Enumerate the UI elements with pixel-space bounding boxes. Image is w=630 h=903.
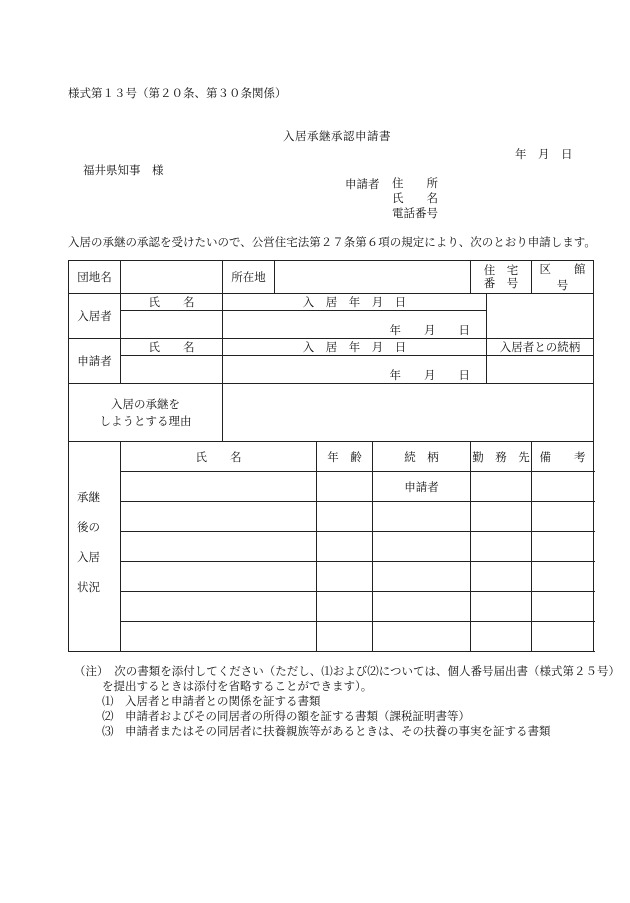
household-relation-cell[interactable] bbox=[373, 562, 471, 592]
applicant-label: 申請者 bbox=[345, 177, 380, 191]
table-row bbox=[69, 472, 594, 502]
house-number-label-line2: 番 号 bbox=[483, 276, 519, 290]
applicant-phone-label: 電話番号 bbox=[392, 206, 438, 220]
household-after-succession-label bbox=[69, 442, 121, 652]
notes-lead: （注） 次の書類を添付してください（ただし、⑴および⑵については、個人番号届出書（様式第２５号） bbox=[74, 664, 621, 678]
side-label-4: 状況 bbox=[77, 580, 100, 594]
relation-to-resident-label: 入居者との続柄 bbox=[487, 339, 594, 356]
household-age-cell[interactable] bbox=[317, 502, 373, 532]
form-number: 様式第１３号（第２０条、第３０条関係） bbox=[68, 86, 287, 100]
household-name-cell[interactable] bbox=[121, 472, 317, 502]
household-relation-cell[interactable] bbox=[373, 592, 471, 622]
table-row bbox=[69, 592, 594, 622]
household-name-cell[interactable] bbox=[121, 592, 317, 622]
relation-to-resident-field[interactable] bbox=[487, 356, 594, 384]
household-name-cell[interactable] bbox=[121, 502, 317, 532]
applicant-move-in-header: 入 居 年 月 日 bbox=[223, 339, 487, 356]
resident-move-in-header: 入 居 年 月 日 bbox=[223, 294, 487, 311]
table-row bbox=[69, 532, 594, 562]
date-line: 年 月 日 bbox=[515, 147, 573, 161]
resident-label: 入居者 bbox=[69, 294, 121, 339]
household-remarks-cell[interactable] bbox=[532, 502, 594, 532]
reason-field[interactable] bbox=[223, 384, 594, 442]
household-relation-cell[interactable] bbox=[373, 622, 471, 652]
household-age-cell[interactable] bbox=[317, 622, 373, 652]
table-row bbox=[69, 502, 594, 532]
household-remarks-cell[interactable] bbox=[532, 472, 594, 502]
household-workplace-cell[interactable] bbox=[471, 472, 532, 502]
household-remarks-cell[interactable] bbox=[532, 532, 594, 562]
household-name-cell[interactable] bbox=[121, 532, 317, 562]
applicant-name-field[interactable] bbox=[121, 356, 223, 384]
household-remarks-cell[interactable] bbox=[532, 592, 594, 622]
applicant-fields bbox=[392, 176, 438, 221]
side-label-2: 後の bbox=[77, 520, 100, 534]
household-workplace-cell[interactable] bbox=[471, 592, 532, 622]
household-workplace-cell[interactable] bbox=[471, 562, 532, 592]
house-number-label-line1: 住 宅 bbox=[483, 263, 519, 277]
complex-name-field[interactable] bbox=[121, 261, 223, 294]
household-relation-cell: 申請者 bbox=[373, 472, 471, 502]
household-age-cell[interactable] bbox=[317, 472, 373, 502]
notes-item-1: ⑴ 入居者と申請者との関係を証する書類 bbox=[102, 694, 321, 708]
household-remarks-cell[interactable] bbox=[532, 622, 594, 652]
household-name-cell[interactable] bbox=[121, 562, 317, 592]
reason-label-line1: 入居の承継を bbox=[111, 396, 180, 411]
reason-label bbox=[69, 384, 223, 442]
col-remarks-header: 備 考 bbox=[532, 442, 594, 472]
col-age-header: 年 齢 bbox=[317, 442, 373, 472]
house-number-label bbox=[471, 261, 532, 294]
location-label: 所在地 bbox=[223, 261, 275, 294]
household-workplace-cell[interactable] bbox=[471, 622, 532, 652]
applicant-row-label: 申請者 bbox=[69, 339, 121, 384]
notes-item-3: ⑶ 申請者またはその同居者に扶養親族等があるときは、その扶養の事実を証する書類 bbox=[102, 724, 551, 738]
addressee: 福井県知事 様 bbox=[83, 163, 164, 177]
applicant-name-header: 氏 名 bbox=[121, 339, 223, 356]
reason-label-line2: しようとする理由 bbox=[99, 413, 192, 428]
intro-text: 入居の承継の承認を受けたいので、公営住宅法第２７条第６項の規定により、次のとおり申請します。 bbox=[68, 235, 596, 249]
col-workplace-header: 勤 務 先 bbox=[471, 442, 532, 472]
household-relation-cell[interactable] bbox=[373, 502, 471, 532]
household-workplace-cell[interactable] bbox=[471, 502, 532, 532]
household-age-cell[interactable] bbox=[317, 532, 373, 562]
complex-name-label: 団地名 bbox=[69, 261, 121, 294]
table-row bbox=[69, 622, 594, 652]
applicant-address-label: 住 所 bbox=[392, 176, 438, 190]
col-relation-header: 続 柄 bbox=[373, 442, 471, 472]
household-relation-cell[interactable] bbox=[373, 532, 471, 562]
household-workplace-cell[interactable] bbox=[471, 532, 532, 562]
applicant-name-label: 氏 名 bbox=[392, 191, 438, 205]
side-label-1: 承継 bbox=[77, 490, 100, 504]
table-row bbox=[69, 562, 594, 592]
household-remarks-cell[interactable] bbox=[532, 562, 594, 592]
applicant-move-in-date[interactable]: 年 月 日 bbox=[223, 356, 487, 384]
household-name-cell[interactable] bbox=[121, 622, 317, 652]
household-age-cell[interactable] bbox=[317, 592, 373, 622]
col-name-header: 氏 名 bbox=[121, 442, 317, 472]
resident-move-in-date[interactable]: 年 月 日 bbox=[223, 311, 487, 339]
document-title: 入居承継承認申請書 bbox=[283, 129, 391, 143]
household-age-cell[interactable] bbox=[317, 562, 373, 592]
ward-building-number-label: 区 館 号 bbox=[532, 261, 594, 294]
side-label-3: 入居 bbox=[77, 550, 100, 564]
location-field[interactable] bbox=[275, 261, 471, 294]
resident-name-field[interactable] bbox=[121, 311, 223, 339]
application-table bbox=[68, 260, 609, 652]
notes-section bbox=[74, 664, 620, 739]
notes-item-2: ⑵ 申請者およびその同居者の所得の額を証する書類（課税証明書等） bbox=[102, 709, 470, 723]
resident-name-header: 氏 名 bbox=[121, 294, 223, 311]
resident-ward-field[interactable] bbox=[487, 294, 594, 339]
notes-lead-continued: を提出するときは添付を省略することができます）。 bbox=[102, 679, 373, 693]
